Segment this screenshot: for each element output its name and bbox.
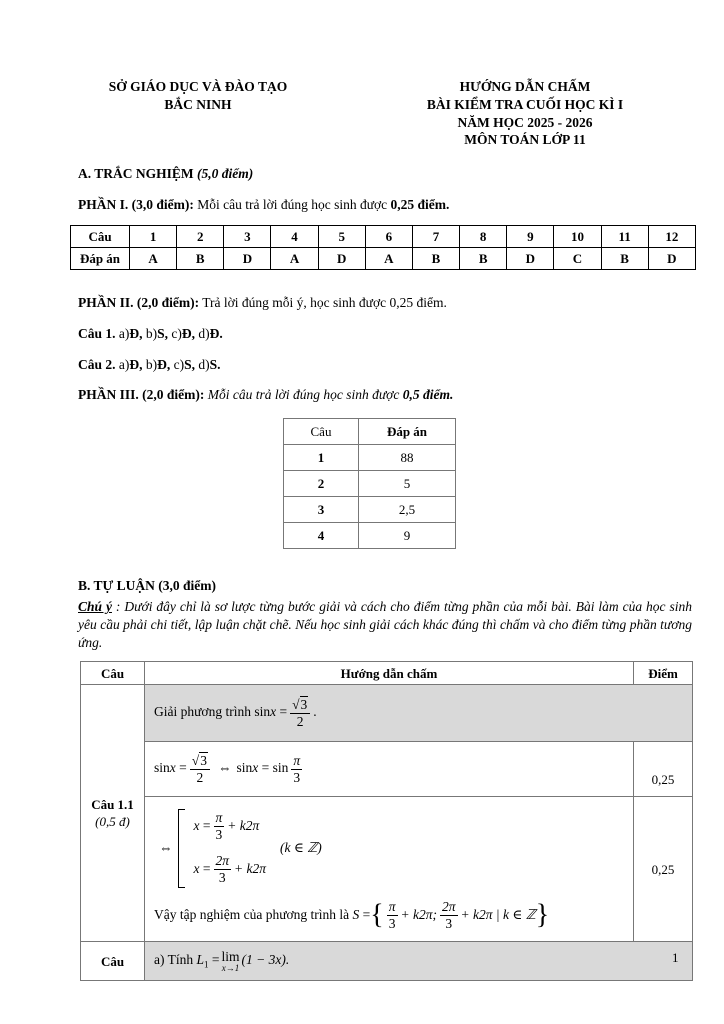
question-number: 2: [177, 225, 224, 247]
math-token: =: [261, 760, 270, 776]
math-token: =: [211, 952, 220, 968]
question-number: 6: [365, 225, 412, 247]
math-token: =: [179, 760, 187, 776]
case-1: [194, 809, 267, 844]
question-number: 8: [460, 225, 507, 247]
cau1-label: Câu 1.: [78, 325, 116, 341]
department-block: [78, 78, 318, 149]
question-number: 10: [554, 225, 601, 247]
set-symbol: S: [352, 906, 360, 922]
section-b-note: [78, 598, 692, 651]
answer-value: D: [648, 247, 695, 269]
next-cau-cell: Câu: [81, 942, 145, 981]
title-line3: NĂM HỌC 2025 - 2026: [457, 114, 593, 130]
numerator: π: [388, 898, 396, 914]
part2-heading: [78, 294, 692, 312]
part3-row: [284, 497, 456, 523]
part3-header-row: [284, 419, 456, 445]
limit-block: [222, 950, 240, 974]
math-token: x: [270, 704, 277, 720]
math-token: =: [279, 704, 288, 720]
part3-row-cau: 1: [284, 445, 359, 471]
cau1-c-value: Đ,: [181, 325, 196, 341]
numerator: π: [293, 752, 301, 768]
part3-bold-tail: 0,5 điểm.: [402, 387, 454, 403]
denominator: 3: [214, 826, 225, 842]
question-number: 1: [130, 225, 177, 247]
cau2-c-pre: c): [173, 356, 185, 372]
section-a-title-text: A. TRẮC NGHIỆM: [78, 166, 194, 182]
problem-statement-cell: [145, 685, 693, 742]
fraction-pi-over-3: [387, 900, 398, 931]
answer-value: B: [460, 247, 507, 269]
denominator: 2: [190, 769, 210, 785]
math-token: =: [202, 860, 211, 876]
denominator: 3: [387, 915, 398, 931]
math-token: .: [313, 704, 317, 720]
denominator: 2: [290, 713, 310, 729]
solution-row-next-question: [81, 942, 693, 981]
part1-heading: [78, 196, 692, 214]
cau1-a-value: Đ,: [129, 325, 143, 341]
math-token: sin: [254, 704, 271, 720]
part3-cau-header: Câu: [284, 419, 359, 445]
limit-variable-subscript: 1: [204, 960, 209, 971]
part2-cau1-line: [78, 325, 692, 343]
denominator: 3: [291, 769, 302, 785]
step2-score: 0,25: [634, 797, 693, 942]
part3-row-cau: 2: [284, 471, 359, 497]
math-token: x: [252, 760, 259, 776]
open-brace: {: [370, 899, 384, 931]
solution-row-problem: [81, 685, 693, 742]
part3-text: Mỗi câu trả lời đúng học sinh được: [207, 387, 400, 403]
question-number: 4: [271, 225, 318, 247]
title-block: [360, 78, 690, 149]
numerator: π: [215, 809, 223, 825]
part2-cau2-line: [78, 356, 692, 374]
part3-row-cau: 4: [284, 523, 359, 549]
step2-cell: [145, 797, 634, 942]
answer-value: B: [177, 247, 224, 269]
radicand: 3: [300, 696, 308, 712]
cau2-label: Câu 2.: [78, 356, 116, 372]
answer-value: B: [412, 247, 459, 269]
fraction-2pi-over-3: [440, 900, 458, 931]
part3-heading: [78, 386, 692, 404]
math-token: x: [193, 817, 200, 833]
answer-value: D: [318, 247, 365, 269]
cau2-b-pre: b): [145, 356, 158, 372]
cau1-b-pre: b): [145, 325, 158, 341]
cau2-a-value: Đ,: [129, 356, 143, 372]
part3-row-dapan: 9: [359, 523, 456, 549]
question-number: 12: [648, 225, 695, 247]
question-number: 9: [507, 225, 554, 247]
solution-cau11-cell: [81, 685, 145, 942]
cau1-a-pre: a): [118, 325, 130, 341]
limit-variable: L: [196, 952, 205, 968]
answer-value: B: [601, 247, 648, 269]
radical-sign: √: [191, 752, 200, 768]
solution-row-step2: [81, 797, 693, 942]
solution-row-step1: [81, 742, 693, 797]
cau2-a-pre: a): [118, 356, 130, 372]
answer-table-answer-row: [71, 247, 696, 269]
denominator: 3: [214, 869, 232, 885]
title-line1: HƯỚNG DẪN CHẤM: [459, 79, 591, 94]
department-line1: SỞ GIÁO DỤC VÀ ĐÀO TẠO: [108, 79, 288, 94]
part3-row: [284, 445, 456, 471]
part2-text: Trả lời đúng mỗi ý, học sinh được 0,25 điểm.: [202, 294, 447, 310]
part3-row-dapan: 88: [359, 445, 456, 471]
page-number: 1: [672, 950, 679, 965]
math-token: x: [193, 860, 200, 876]
question-number: 7: [412, 225, 459, 247]
iff-symbol: ⇔: [217, 760, 232, 776]
part1-bold-tail: 0,25 điểm.: [390, 197, 450, 213]
math-token: sin: [236, 760, 253, 776]
answer-value: C: [554, 247, 601, 269]
question-number: 11: [601, 225, 648, 247]
numerator: 2π: [442, 898, 456, 914]
cau2-c-value: S,: [184, 356, 196, 372]
fraction-sqrt3-over-2: [190, 754, 210, 785]
conclusion-line: [154, 898, 627, 933]
math-token: (1 − 3x).: [241, 952, 290, 968]
radical-sign: √: [292, 696, 300, 712]
cau1-d-value: Đ.: [209, 325, 223, 341]
next-question-cell: [145, 942, 693, 981]
part1-label: PHẦN I. (3,0 điểm):: [78, 197, 194, 213]
math-token: =: [362, 906, 371, 922]
part1-text: Mỗi câu trả lời đúng học sinh được: [197, 197, 388, 213]
part3-row-dapan: 5: [359, 471, 456, 497]
part2-label: PHẦN II. (2,0 điểm):: [78, 294, 200, 310]
math-token: sin: [272, 760, 289, 776]
close-brace: }: [535, 899, 550, 931]
problem-pre-text: Giải phương trình: [154, 704, 251, 720]
fraction-pi-over-3: [214, 811, 225, 842]
math-token: + k2π;: [400, 906, 438, 922]
solution-header-cau: Câu: [81, 662, 145, 685]
cau1-b-value: S,: [157, 325, 169, 341]
cau2-b-value: Đ,: [157, 356, 171, 372]
section-a-title: [78, 165, 692, 183]
cau11-points: (0,5 đ): [95, 814, 130, 830]
step1-cell: [145, 742, 634, 797]
answer-table-number-row: [71, 225, 696, 247]
cau2-d-pre: d): [198, 356, 210, 372]
question-number: 3: [224, 225, 271, 247]
step1-score: 0,25: [634, 742, 693, 797]
fraction-pi-over-3: [291, 754, 302, 785]
note-label: Chú ý: [78, 598, 112, 614]
case-2: [194, 852, 267, 887]
solution-header-diem: Điểm: [634, 662, 693, 685]
math-token: + k2π: [227, 817, 260, 833]
note-text: Dưới đây chỉ là sơ lược từng bước giải và cách cho điểm từng phần của mỗi bài. Bài làm của học sinh yêu cầu phải chi tiết, lập luận chặt chẽ. Nếu học sinh giải cách khác đúng thì chấm và cho điểm từng phần tương ứng.: [78, 598, 692, 650]
numerator: 2π: [215, 853, 230, 869]
answer-table-dapan-label: Đáp án: [71, 247, 130, 269]
title-line4: MÔN TOÁN LỚP 11: [464, 132, 586, 148]
part3-row-cau: 3: [284, 497, 359, 523]
conclusion-pre-text: Vậy tập nghiệm của phương trình là: [154, 906, 350, 922]
left-bracket: [178, 809, 185, 888]
part3-row: [284, 523, 456, 549]
part1-answer-table: [70, 225, 696, 270]
solution-table: [80, 661, 693, 981]
math-token: sin: [154, 760, 170, 776]
cases-block: [178, 809, 267, 888]
answer-value: A: [130, 247, 177, 269]
iff-symbol: ⇔: [159, 840, 173, 856]
document-header: [78, 78, 692, 149]
part3-answer-table: [283, 418, 456, 549]
note-separator: :: [111, 598, 125, 614]
part3-row: [284, 471, 456, 497]
answer-value: D: [224, 247, 271, 269]
math-token: + k2π: [234, 860, 267, 876]
k-in-z-condition: (k ∈ ℤ): [280, 840, 322, 856]
math-token: x: [169, 760, 176, 776]
answer-value: A: [365, 247, 412, 269]
answer-table-cau-label: Câu: [71, 225, 130, 247]
cau11-label: Câu 1.1: [91, 797, 134, 813]
department-line2: BẮC NINH: [164, 96, 232, 112]
lim-word: lim: [221, 948, 240, 964]
math-token: =: [202, 817, 211, 833]
part3-label: PHẦN III. (2,0 điểm):: [78, 387, 205, 403]
lim-subscript: x→1: [221, 963, 240, 974]
section-b-title: B. TỰ LUẬN (3,0 điểm): [78, 578, 216, 594]
question-pre-text: a) Tính: [154, 952, 194, 968]
title-line2: BÀI KIỂM TRA CUỐI HỌC KÌ I: [426, 96, 624, 112]
part3-dapan-header: Đáp án: [359, 419, 456, 445]
question-number: 5: [318, 225, 365, 247]
cau2-d-value: S.: [209, 356, 221, 372]
section-a-title-note: (5,0 điểm): [197, 166, 254, 182]
fraction-2pi-over-3: [214, 854, 232, 885]
solution-header-row: [81, 662, 693, 685]
denominator: 3: [440, 915, 458, 931]
answer-value: D: [507, 247, 554, 269]
math-token: + k2π | k ∈ ℤ: [460, 906, 536, 922]
cau1-d-pre: d): [198, 325, 210, 341]
part3-row-dapan: 2,5: [359, 497, 456, 523]
fraction-sqrt3-over-2: [290, 698, 310, 729]
solution-header-huongdan: Hướng dẫn chấm: [145, 662, 634, 685]
answer-value: A: [271, 247, 318, 269]
radicand: 3: [200, 752, 207, 768]
cau1-c-pre: c): [171, 325, 182, 341]
